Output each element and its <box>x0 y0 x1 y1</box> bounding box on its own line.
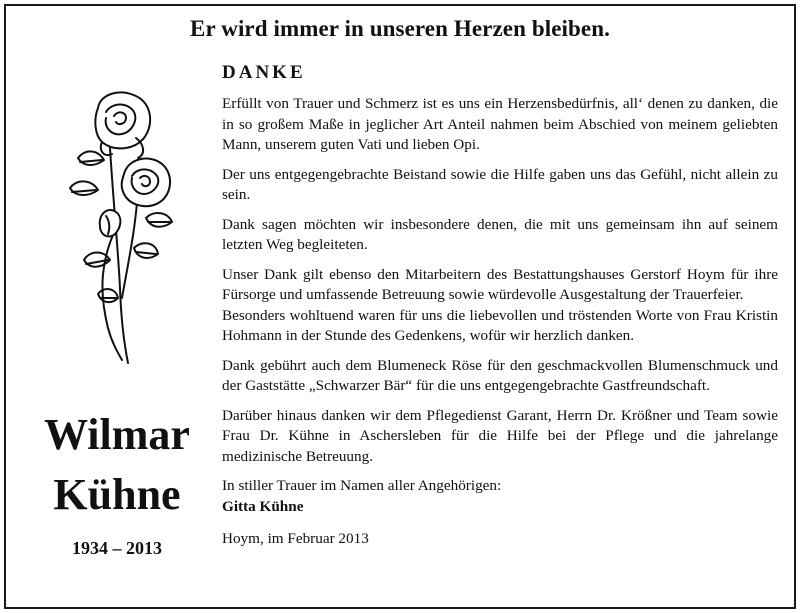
paragraph: Unser Dank gilt ebenso den Mitarbeitern des Bestattungshauses Gerstorf Hoym für ihre Fürsorge und umfassende Betreuung sowie würdevolle Ausgestaltung der Trauerfeier. <box>222 265 778 303</box>
headline: Er wird immer in unseren Herzen bleiben. <box>190 16 610 41</box>
thanks-text-column <box>222 62 778 550</box>
life-years: 1934 – 2013 <box>72 538 162 558</box>
paragraph: Der uns entgegengebrachte Beistand sowie die Hilfe gaben uns das Gefühl, nicht allein zu sein. <box>222 165 778 203</box>
deceased-first-name: Wilmar <box>44 410 190 459</box>
danke-heading: DANKE <box>222 62 306 83</box>
signoff-text: In stiller Trauer im Namen aller Angehörigen: <box>222 477 502 494</box>
signer-name: Gitta Kühne <box>222 497 304 515</box>
rose-illustration <box>58 88 178 370</box>
place-date: Hoym, im Februar 2013 <box>222 530 369 547</box>
paragraph: Dank sagen möchten wir insbesondere denen, die mit uns gemeinsam ihn auf seinem letzten Weg begleiteten. <box>222 215 778 253</box>
paragraph: Dank gebührt auch dem Blumeneck Röse für den geschmackvollen Blumenschmuck und der Gaststätte „Schwarzer Bär“ für die uns entgegengebrachte Gastfreundschaft. <box>222 356 778 394</box>
paragraph: Darüber hinaus danken wir dem Pflegedienst Garant, Herrn Dr. Krößner und Team sowie Frau Dr. Kühne in Aschersleben für die Hilfe bei der Pflege und die jahrelange medizinische Betreuung. <box>222 406 778 465</box>
paragraph: Erfüllt von Trauer und Schmerz ist es uns ein Herzensbedürfnis, all‘ denen zu danken, die in so großem Maße in jeglicher Art Anteil nahmen beim Abschied von meinem geliebten Mann, unserem guten Vati und lieben Opi. <box>222 95 778 153</box>
deceased-last-name: Kühne <box>53 470 181 519</box>
paragraph: Besonders wohltuend waren für uns die liebevollen und tröstenden Worte von Frau Kristin Hohmann in der Stunde des Gedenkens, wofür wir herzlich danken. <box>222 306 778 344</box>
